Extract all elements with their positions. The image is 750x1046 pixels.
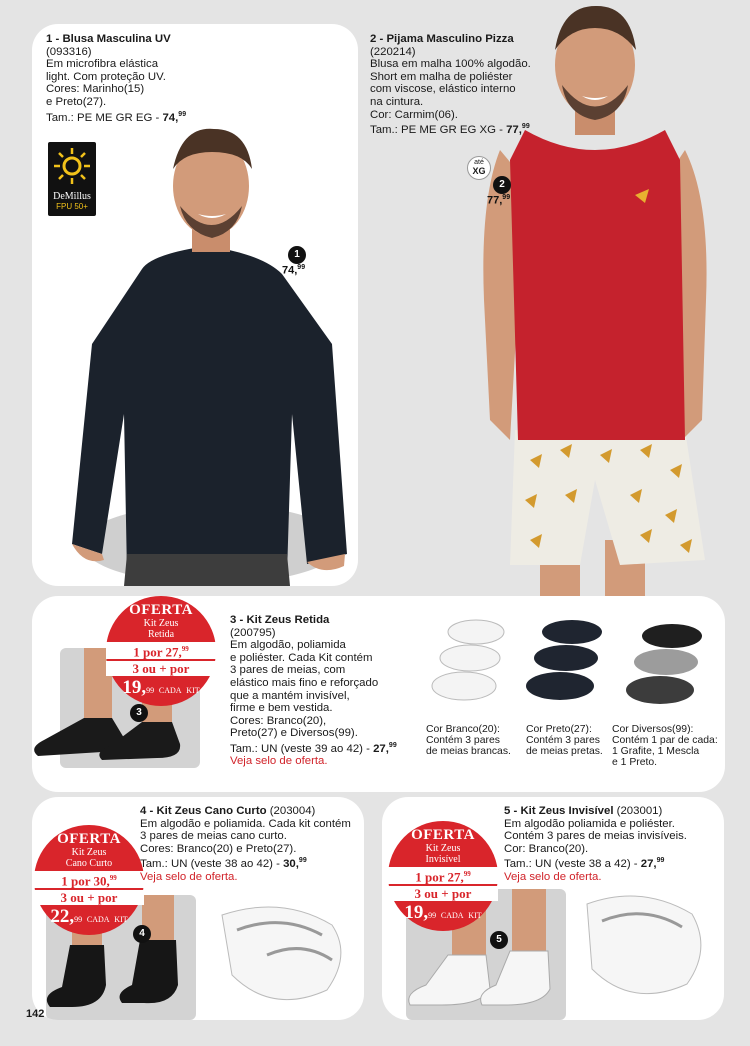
- product-desc-line: Em algodão poliamida e poliéster.: [504, 817, 675, 830]
- product-desc-line: Contém 3 pares de meias invisíveis.: [504, 830, 687, 843]
- offer-note: Veja selo de oferta.: [504, 870, 602, 883]
- product-desc-line: com viscose, elástico interno: [370, 83, 516, 96]
- product-title-line: 5 - Kit Zeus Invisível (203001): [504, 805, 663, 817]
- product-desc-line: que a mantém invisível,: [230, 689, 350, 702]
- product-card-1: [32, 24, 358, 586]
- product-desc-line: elástico mais fino e reforçado: [230, 676, 379, 689]
- product-desc-line: e poliéster. Cada Kit contém: [230, 651, 373, 664]
- offer-seal-retida: OFERTA Kit Zeus Retida 1 por 27,99 3 ou + por 19,99 CADA KIT: [106, 596, 216, 706]
- product-desc-line: firme e bem vestida.: [230, 702, 333, 715]
- product-number-badge: 5: [490, 931, 508, 949]
- product-desc-line: na cintura.: [370, 95, 424, 108]
- product-desc-line: Preto(27) e Diversos(99).: [230, 727, 358, 740]
- offer-seal-cano-curto: OFERTA Kit Zeus Cano Curto 1 por 30,99 3 ou + por 22,99 CADA KIT: [34, 825, 144, 935]
- caption-preto: Cor Preto(27): Contém 3 pares de meias pretas.: [526, 724, 603, 757]
- product-title: 3 - Kit Zeus Retida: [230, 614, 330, 626]
- sock-variant-diversos-image: [616, 614, 716, 714]
- product-desc-line: Cores: Branco(20) e Preto(27).: [140, 842, 297, 855]
- product-number-badge: 4: [133, 925, 151, 943]
- sun-icon: [52, 146, 92, 186]
- product-title: 2 - Pijama Masculino Pizza: [370, 33, 514, 45]
- caption-diversos: Cor Diversos(99): Contém 1 par de cada: 1 Grafite, 1 Mescla e 1 Preto.: [612, 724, 718, 768]
- product-number-badge: 2: [493, 176, 511, 194]
- product-sizes: Tam.: UN (veste 38 ao 42) - 30,99: [140, 857, 307, 871]
- price-label: 77,99: [487, 194, 511, 207]
- product-code: (093316): [46, 45, 92, 58]
- caption-branco: Cor Branco(20): Contém 3 pares de meias brancas.: [426, 724, 511, 757]
- product-desc-line: Blusa em malha 100% algodão.: [370, 58, 531, 71]
- page-number: 142: [26, 1008, 45, 1020]
- product-desc-line: Em algodão, poliamida: [230, 639, 346, 652]
- product-desc-line: 3 pares de meias, com: [230, 664, 346, 677]
- product-desc-line: light. Com proteção UV.: [46, 70, 166, 83]
- product-card-3: [32, 596, 725, 792]
- demillus-fpu-logo: DeMillus FPU 50+: [48, 142, 96, 216]
- size-tag-ate-xg: até XG: [467, 156, 491, 180]
- product-desc-line: Cores: Branco(20),: [230, 714, 327, 727]
- sock-variant-preto-image: [516, 610, 612, 710]
- product-desc-line: Cor: Carmim(06).: [370, 108, 458, 121]
- product-code: (220214): [370, 45, 416, 58]
- product-title-line: 4 - Kit Zeus Cano Curto (203004): [140, 805, 316, 817]
- offer-seal-invisivel: OFERTA Kit Zeus Invisível 1 por 27,99 3 ou + por 19,99 CADA KIT: [388, 821, 498, 931]
- product-sizes: Tam.: UN (veste 38 a 42) - 27,99: [504, 857, 665, 871]
- offer-note: Veja selo de oferta.: [230, 755, 328, 768]
- price-label: 74,99: [282, 264, 306, 277]
- product-number-badge: 1: [288, 246, 306, 264]
- product-desc-line: e Preto(27).: [46, 95, 107, 108]
- product-desc-line: Short em malha de poliéster: [370, 70, 513, 83]
- product-title: 1 - Blusa Masculina UV: [46, 33, 171, 45]
- product-card-4: [32, 797, 364, 1020]
- product-desc-line: Em algodão e poliamida. Cada kit contém: [140, 817, 351, 830]
- product-sizes: Tam.: PE ME GR EG XG - 77,99: [370, 123, 530, 136]
- sock-variant-branco-image: [424, 610, 516, 710]
- product-desc-line: 3 pares de meias cano curto.: [140, 830, 287, 843]
- product-card-5: [382, 797, 724, 1020]
- product-sizes: Tam.: PE ME GR EG - 74,99: [46, 110, 187, 124]
- product-desc-line: Cores: Marinho(15): [46, 83, 145, 96]
- product-desc-line: Em microfibra elástica: [46, 58, 159, 71]
- product-sizes: Tam.: UN (veste 39 ao 42) - 27,99: [230, 741, 397, 755]
- product-code: (200795): [230, 626, 276, 639]
- offer-note: Veja selo de oferta.: [140, 870, 238, 883]
- product-number-badge: 3: [130, 704, 148, 722]
- product-desc-line: Cor: Branco(20).: [504, 842, 589, 855]
